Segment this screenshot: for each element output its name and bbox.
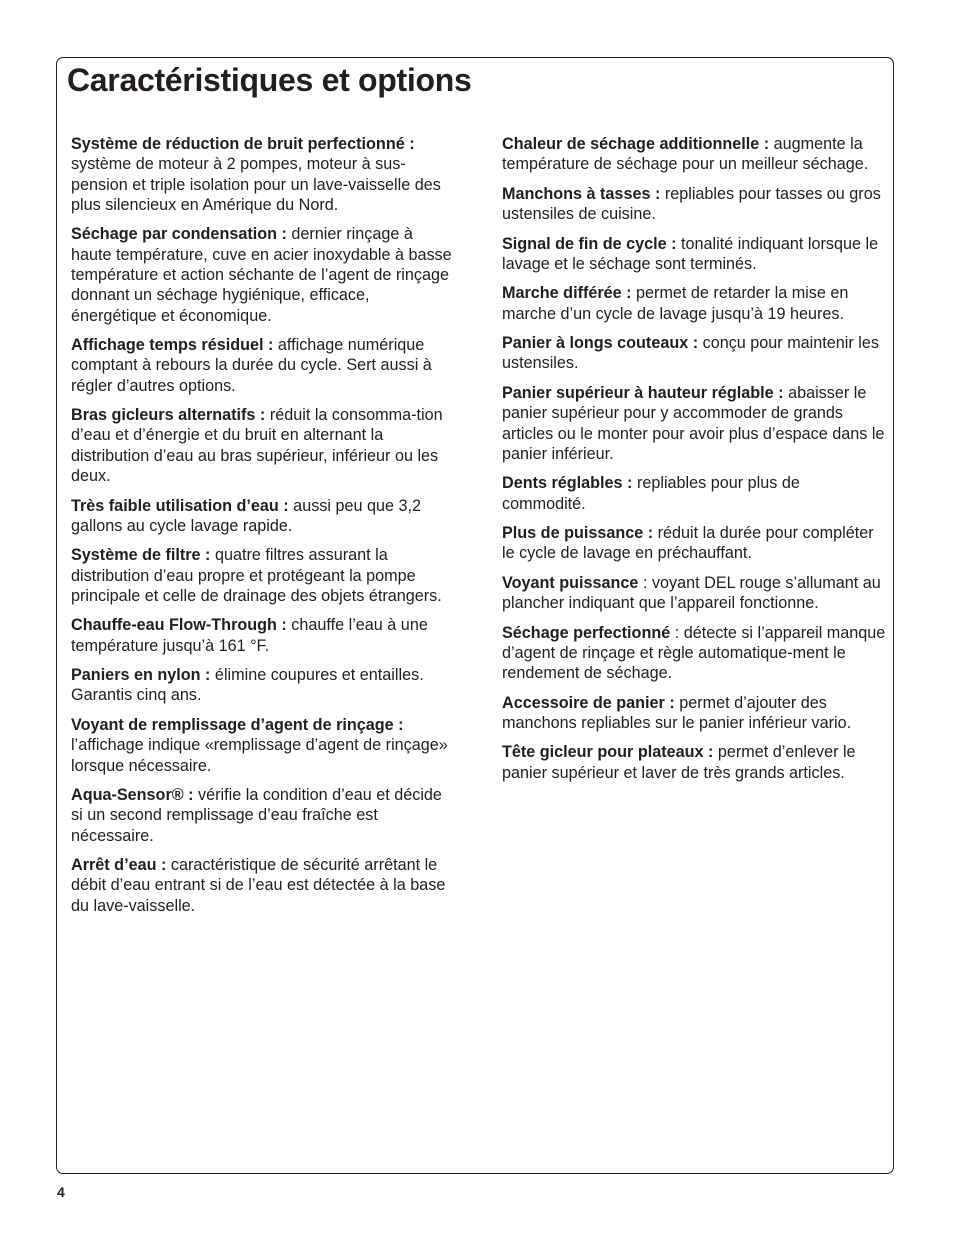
feature-item [502, 333, 886, 374]
feature-term: Plus de puissance : [502, 524, 654, 543]
feature-item [502, 523, 886, 564]
feature-term: Marche différée : [502, 284, 632, 303]
feature-item [71, 785, 455, 846]
feature-item [71, 405, 455, 486]
feature-item [71, 545, 455, 606]
feature-description: conçu pour maintenir les ustensiles. [502, 334, 879, 373]
feature-term: Système de filtre : [71, 546, 211, 565]
feature-term: Arrêt d’eau : [71, 856, 167, 875]
feature-item [502, 742, 886, 783]
feature-item [502, 134, 886, 175]
feature-term: Accessoire de panier : [502, 693, 675, 712]
features-right-column [502, 134, 886, 792]
feature-item [502, 283, 886, 324]
page-number: 4 [57, 1184, 65, 1200]
feature-description: réduit la durée pour compléter le cycle de lavage en préchauffant. [502, 524, 874, 563]
feature-description: tonalité indiquant lorsque le lavage et le séchage sont terminés. [502, 234, 879, 273]
feature-term: Séchage par condensation : [71, 225, 287, 244]
feature-description: repliables pour tasses ou gros ustensiles de cuisine. [502, 184, 881, 224]
feature-item [502, 383, 886, 464]
feature-description: l’affichage indique «remplissage d’agent de rinçage» lorsque nécessaire. [71, 736, 448, 775]
feature-item [71, 224, 455, 325]
feature-item [71, 855, 455, 916]
features-left-column [71, 134, 455, 925]
page-title: Caractéristiques et options [67, 62, 472, 98]
feature-term: Chaleur de séchage additionnelle : [502, 135, 770, 153]
feature-term: Bras gicleurs alternatifs : [71, 406, 266, 425]
feature-item [71, 496, 455, 537]
feature-item [502, 693, 886, 734]
feature-item [71, 665, 455, 706]
feature-term: Voyant puissance [502, 573, 639, 592]
feature-term: Aqua-Sensor® : [71, 786, 194, 804]
feature-term: Séchage perfectionné [502, 623, 671, 642]
feature-description: affichage numérique comptant à rebours la durée du cycle. Sert aussi à régler d’autres options. [71, 336, 432, 395]
feature-description: dernier rinçage à haute température, cuve en acier inoxydable à basse température et action séchante de l’agent de rinçage donnant un séchage hygiénique, efficace, énergétique et économique. [71, 225, 452, 325]
feature-item [502, 473, 886, 514]
feature-description: : détecte si l’appareil manque d’agent de rinçage et règle automatique-ment le rendement de séchage. [502, 623, 886, 683]
feature-item [502, 184, 886, 225]
feature-term: Manchons à tasses : [502, 184, 661, 203]
feature-description: augmente la température de séchage pour un meilleur séchage. [502, 135, 869, 174]
feature-description: élimine coupures et entailles. Garantis cinq ans. [71, 666, 424, 705]
feature-item [502, 623, 886, 684]
feature-term: Dents réglables : [502, 474, 633, 493]
feature-description: : voyant DEL rouge s’allumant au plancher indiquant que l’appareil fonctionne. [502, 573, 881, 613]
feature-description: aussi peu que 3,2 gallons au cycle lavage rapide. [71, 496, 421, 535]
feature-term: Affichage temps résiduel : [71, 336, 274, 355]
feature-description: chauffe l’eau à une température jusqu’à 161 °F. [71, 616, 428, 655]
feature-description: caractéristique de sécurité arrêtant le débit d’eau entrant si de l’eau est détectée à la base du lave-vaisselle. [71, 856, 446, 915]
feature-description: permet d’ajouter des manchons repliables sur le panier inférieur vario. [502, 693, 852, 732]
feature-term: Panier à longs couteaux : [502, 334, 699, 353]
feature-description: quatre filtres assurant la distribution d’eau propre et protégeant la pompe principale et celle de drainage des objets étrangers. [71, 546, 442, 605]
feature-term: Très faible utilisation d’eau : [71, 496, 289, 515]
feature-description: abaisser le panier supérieur pour y accommoder de grands articles ou le monter pour avoir plus d’espace dans le panier inférieur. [502, 383, 885, 463]
feature-description: repliables pour plus de commodité. [502, 474, 800, 513]
feature-description: vérifie la condition d’eau et décide si un second remplissage d’eau fraîche est nécessaire. [71, 786, 442, 845]
feature-description: permet de retarder la mise en marche d’un cycle de lavage jusqu’à 19 heures. [502, 284, 849, 323]
feature-item [71, 715, 455, 776]
feature-term: Chauffe-eau Flow-Through : [71, 616, 287, 635]
feature-term: Tête gicleur pour plateaux : [502, 743, 714, 762]
feature-item [71, 335, 455, 396]
feature-term: Panier supérieur à hauteur réglable : [502, 383, 784, 402]
feature-term: Voyant de remplissage d’agent de rinçage : [71, 715, 404, 734]
feature-item [71, 134, 455, 215]
feature-item [502, 573, 886, 614]
feature-item [71, 615, 455, 656]
feature-description: permet d’enlever le panier supérieur et laver de très grands articles. [502, 743, 856, 782]
feature-term: Paniers en nylon : [71, 666, 211, 685]
feature-term: Système de réduction de bruit perfectionné : [71, 135, 415, 153]
feature-description: réduit la consomma-tion d’eau et d’énergie et du bruit en alternant la distribution d’eau au bras supérieur, inférieur ou les deux. [71, 406, 443, 486]
feature-description: système de moteur à 2 pompes, moteur à sus-pension et triple isolation pour un lave-vaisselle des plus silencieux en Amérique du Nord. [71, 155, 441, 214]
feature-term: Signal de fin de cycle : [502, 234, 677, 253]
feature-item [502, 234, 886, 275]
